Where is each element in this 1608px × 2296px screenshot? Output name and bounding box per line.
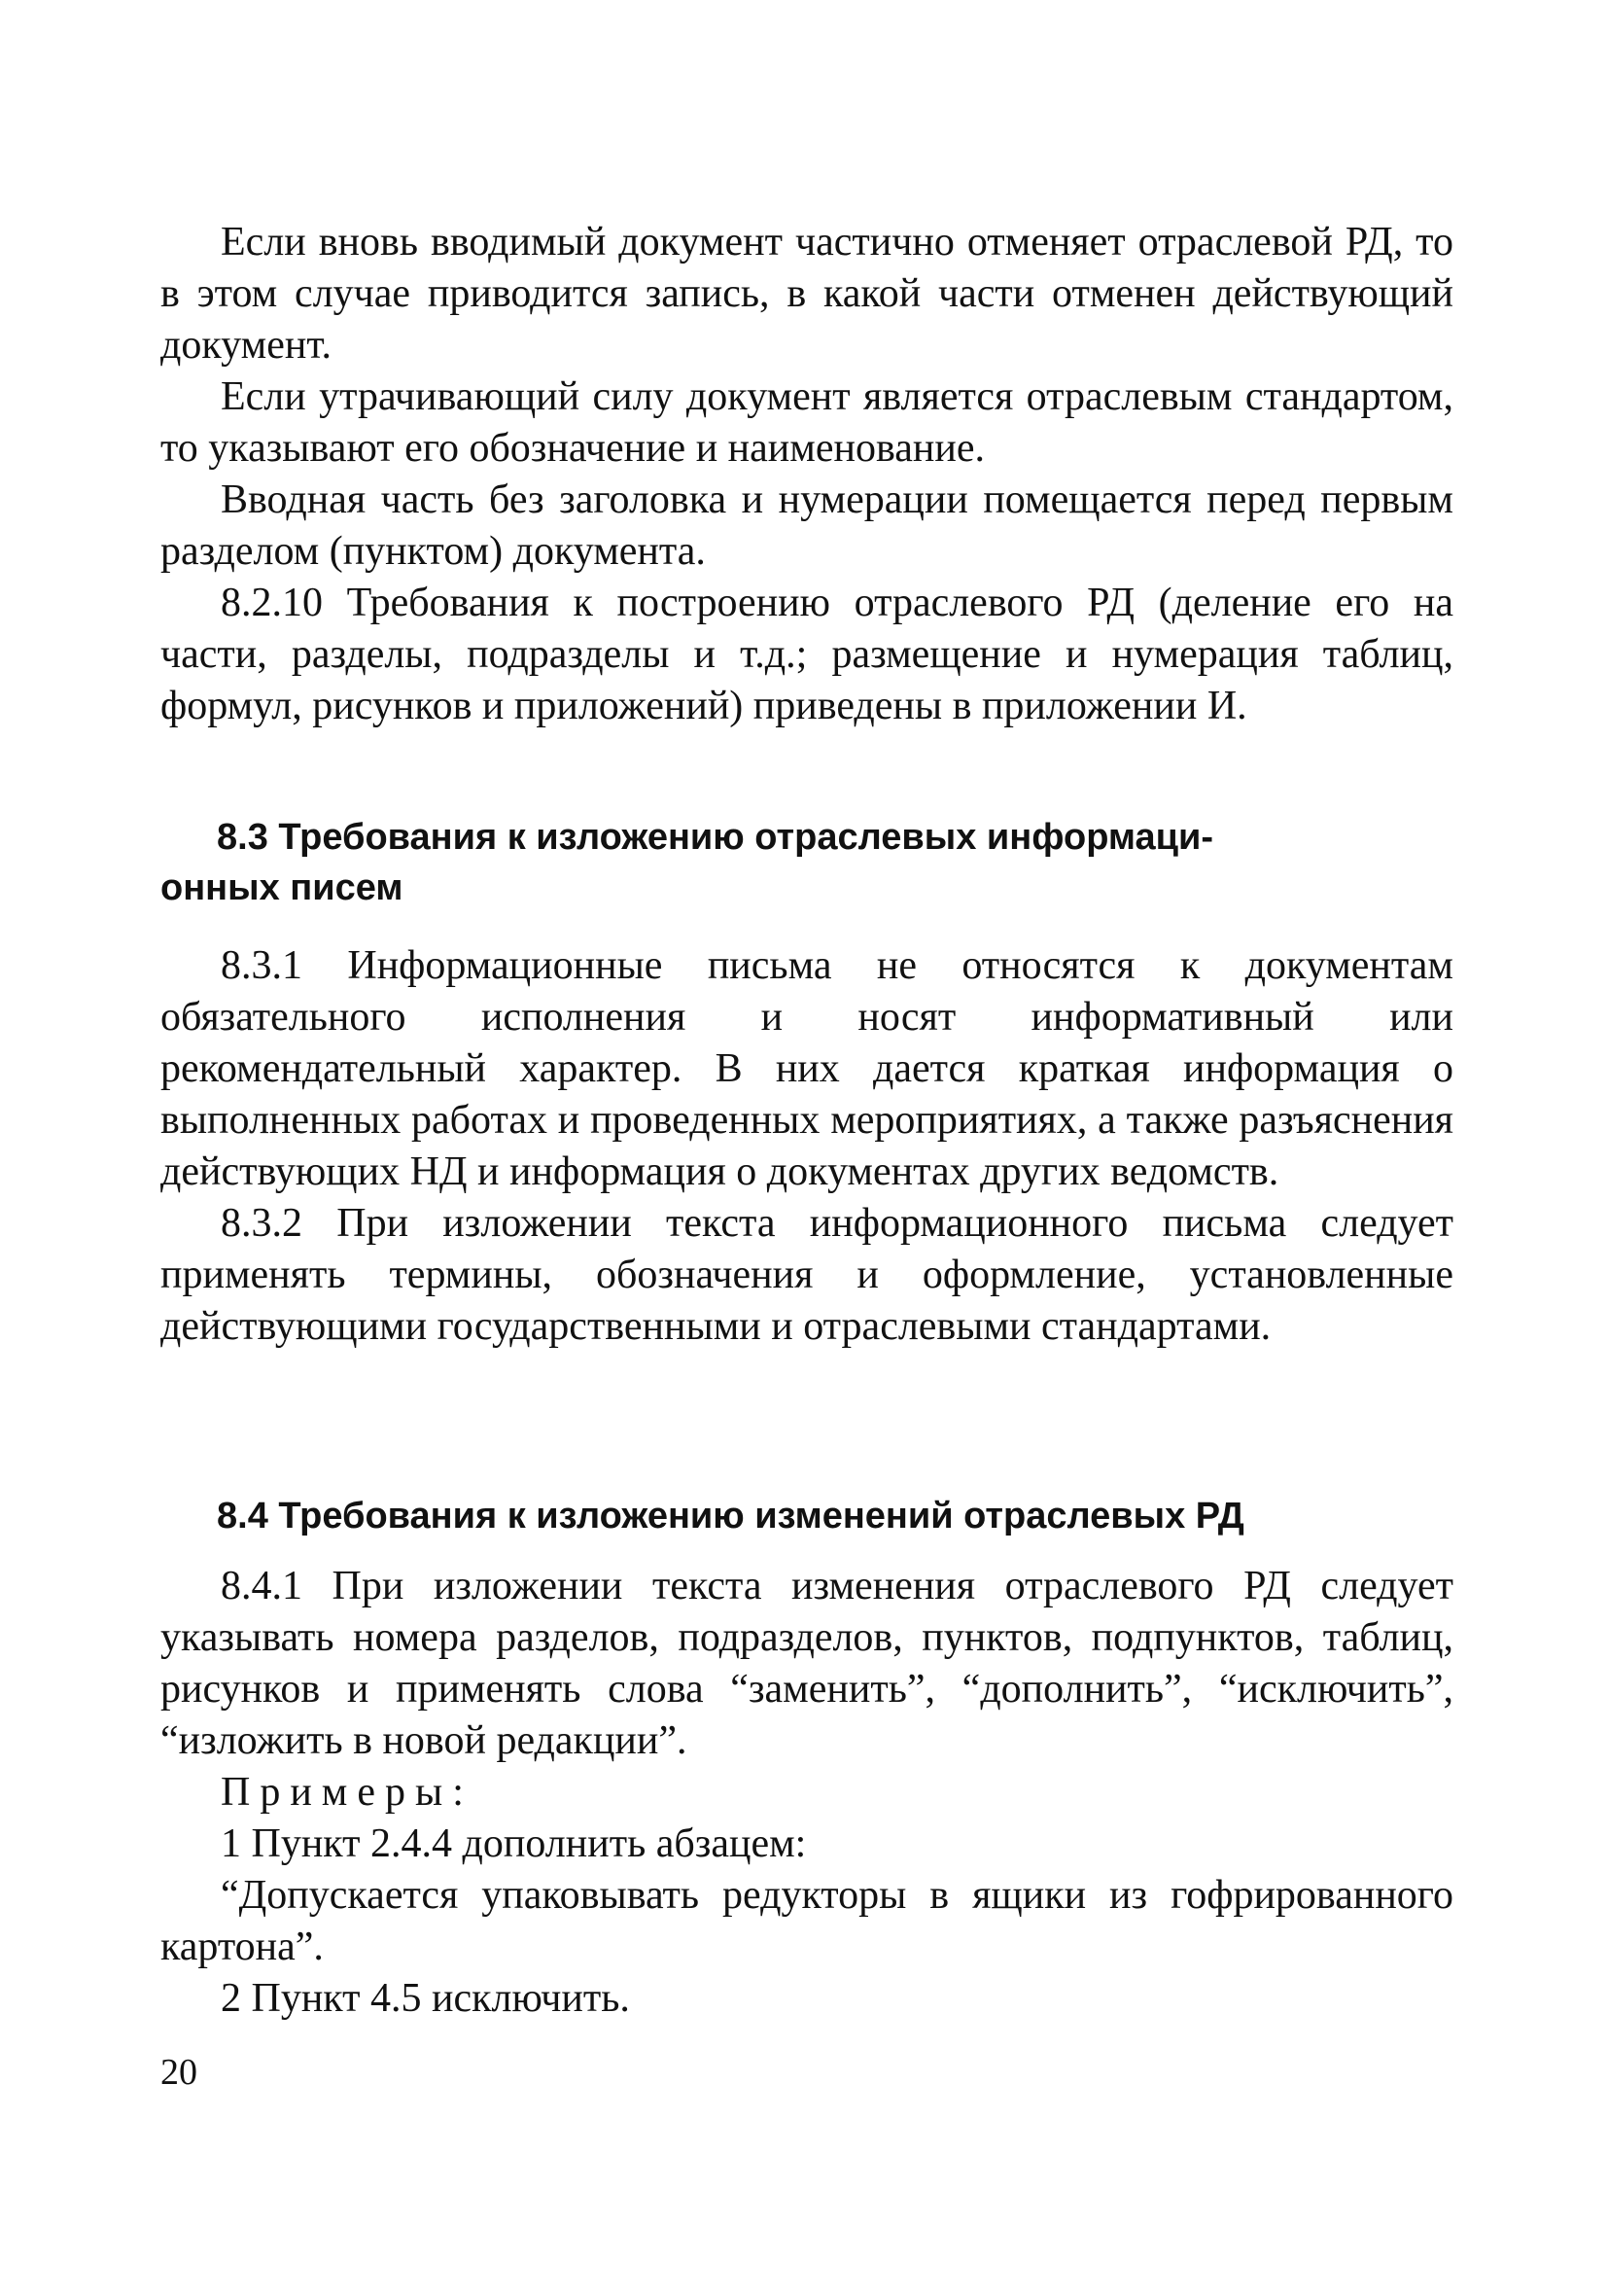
example-1: 1 Пункт 2.4.4 дополнить абзацем: (221, 1821, 807, 1866)
text-block-section-8-3 (160, 940, 1453, 1353)
example-1-quote: “Допускается упаковывать редукторы в ящики из гофрированного картона”. (160, 1873, 1453, 1969)
section-heading-8-3-line1: 8.3 Требования к изложению отраслевых информаци- (217, 817, 1214, 858)
paragraph-standard-designation: Если утрачивающий силу документ является отраслевым стандартом, то указывают его обозначение и наименование. (160, 374, 1453, 471)
section-heading-8-4: 8.4 Требования к изложению изменений отраслевых РД (217, 1496, 1244, 1537)
paragraph-8-3-1: 8.3.1 Информационные письма не относятся к документам обязательного исполнения и носят информативный или рекомендательный характер. В них дается краткая информация о выполненных работах и проведенных мероприятиях, а также разъяснения действующих НД и информация о документах других ведомств. (160, 943, 1453, 1194)
text-block-intro (160, 217, 1453, 732)
paragraph-partial-cancellation: Если вновь вводимый документ частично отменяет отраслевой РД, то в этом случае приводится запись, в какой части отменен действующий документ. (160, 220, 1453, 368)
paragraph-introductory-part: Вводная часть без заголовка и нумерации помещается перед первым разделом (пунктом) документа. (160, 477, 1453, 574)
page-number: 20 (160, 2052, 197, 2093)
examples-label: Примеры: (221, 1770, 473, 1815)
paragraph-8-4-1: 8.4.1 При изложении текста изменения отраслевого РД следует указывать номера разделов, подразделов, пунктов, подпунктов, таблиц, рисунков и применять слова “заменить”, “дополнить”, “исключить”, “изложить в новой редакции”. (160, 1564, 1453, 1763)
paragraph-8-3-2: 8.3.2 При изложении текста информационного письма следует применять термины, обозначения и оформление, установленные действующими государственными и отраслевыми стандартами. (160, 1201, 1453, 1349)
example-2: 2 Пункт 4.5 исключить. (221, 1976, 630, 2021)
paragraph-8-2-10: 8.2.10 Требования к построению отраслевого РД (деление его на части, разделы, подразделы и т.д.; размещение и нумерация таблиц, формул, рисунков и приложений) приведены в приложении И. (160, 581, 1453, 728)
text-block-section-8-4 (160, 1561, 1453, 2025)
section-heading-8-3-line2: онных писем (160, 867, 403, 908)
